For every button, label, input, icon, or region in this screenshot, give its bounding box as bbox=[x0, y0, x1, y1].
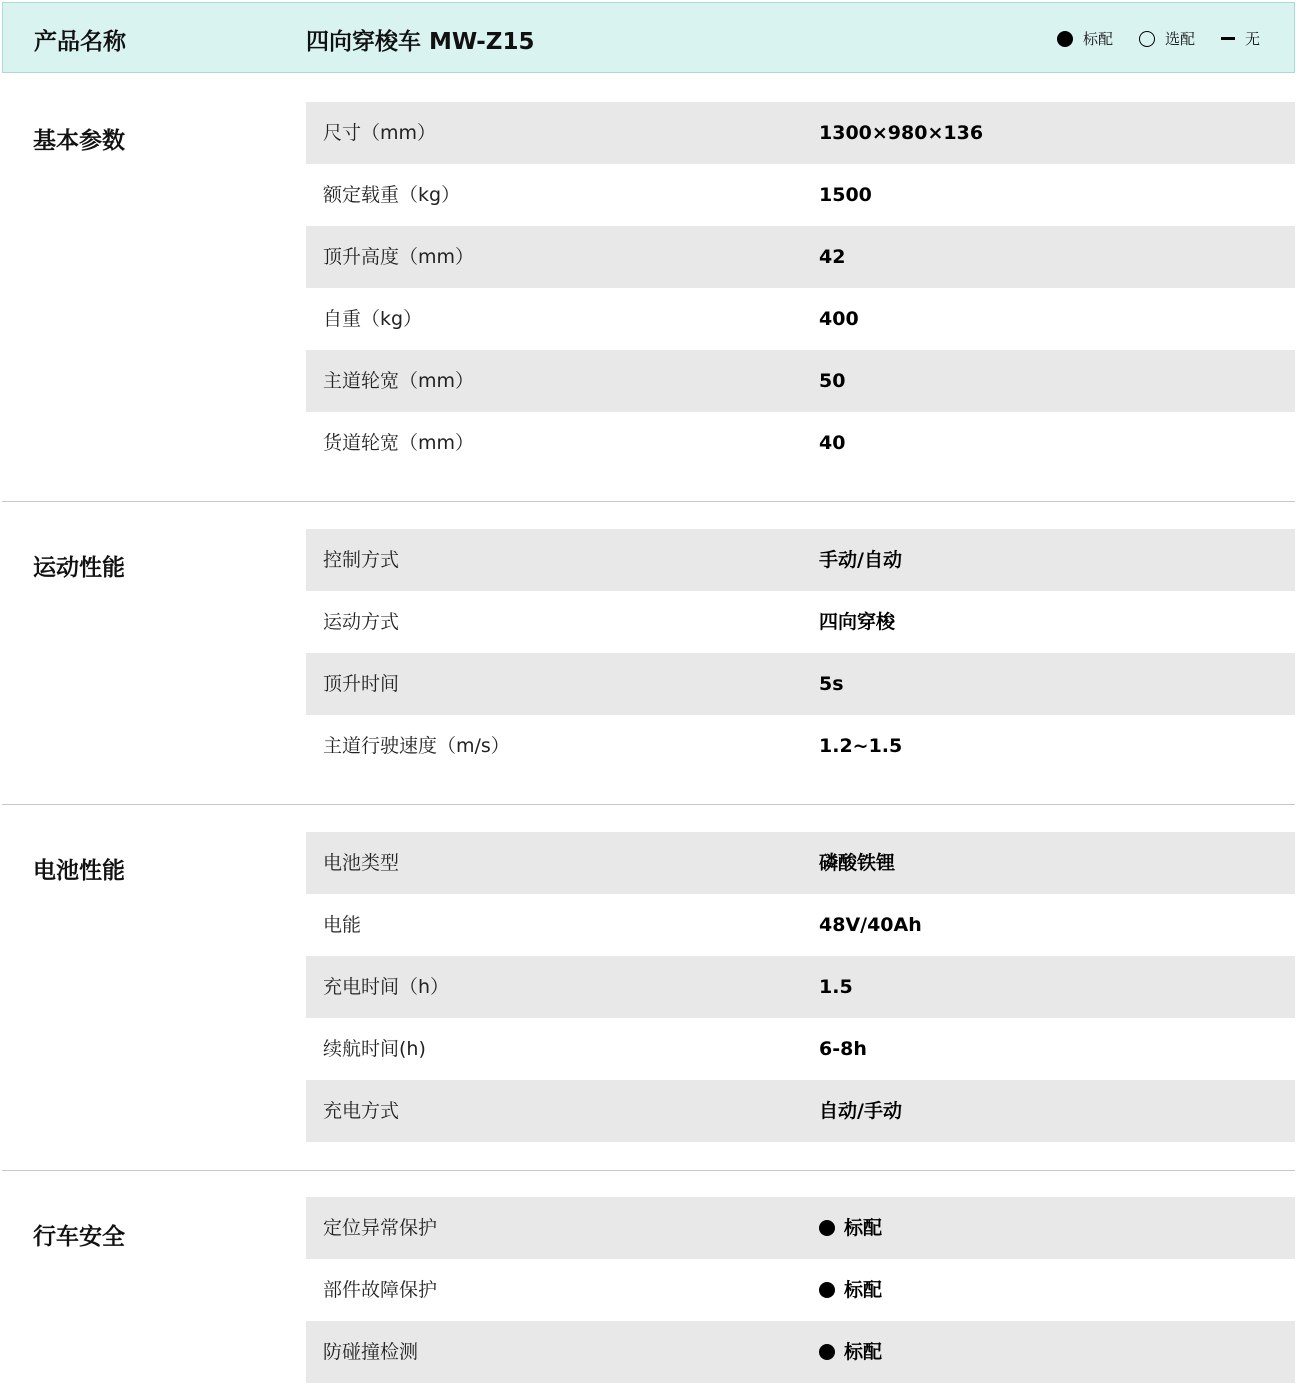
legend bbox=[1057, 3, 1260, 74]
table-row bbox=[306, 350, 1295, 412]
spec-value-cell bbox=[819, 1321, 882, 1383]
spec-key: 控制方式 bbox=[323, 549, 400, 571]
table-row bbox=[306, 164, 1295, 226]
empty-circle-icon bbox=[1139, 31, 1155, 47]
filled-circle-icon bbox=[819, 1344, 835, 1360]
spec-key: 运动方式 bbox=[323, 611, 400, 633]
table-row bbox=[306, 653, 1295, 715]
spec-value: 标配 bbox=[844, 1341, 883, 1363]
dash-icon bbox=[1221, 37, 1235, 40]
table-row bbox=[306, 1259, 1295, 1321]
spec-key: 尺寸（mm） bbox=[323, 122, 437, 144]
filled-circle-icon bbox=[819, 1220, 835, 1236]
product-name-label: 产品名称 bbox=[34, 29, 126, 55]
spec-key: 防碰撞检测 bbox=[323, 1341, 419, 1363]
table-row bbox=[306, 226, 1295, 288]
table-row bbox=[306, 102, 1295, 164]
spec-value: 自动/手动 bbox=[819, 1100, 902, 1122]
section-title: 电池性能 bbox=[33, 858, 125, 884]
section-title: 运动性能 bbox=[33, 555, 125, 581]
table-row bbox=[306, 412, 1295, 474]
filled-circle-icon bbox=[819, 1282, 835, 1298]
spec-value: 标配 bbox=[844, 1279, 883, 1301]
product-header bbox=[2, 2, 1295, 73]
spec-key: 主道行驶速度（m/s） bbox=[323, 735, 510, 757]
table-row bbox=[306, 1197, 1295, 1259]
spec-table bbox=[306, 832, 1295, 1142]
legend-standard bbox=[1057, 28, 1113, 49]
spec-key: 顶升时间 bbox=[323, 673, 400, 695]
table-row bbox=[306, 956, 1295, 1018]
spec-value: 40 bbox=[819, 432, 846, 454]
table-row bbox=[306, 715, 1295, 777]
spec-key: 电能 bbox=[323, 914, 362, 936]
spec-value: 1.5 bbox=[819, 976, 853, 998]
spec-value: 1300×980×136 bbox=[819, 122, 984, 144]
product-name-value: 四向穿梭车 MW-Z15 bbox=[306, 29, 535, 55]
legend-optional bbox=[1139, 28, 1195, 49]
spec-key: 额定载重（kg） bbox=[323, 184, 461, 206]
spec-key: 充电方式 bbox=[323, 1100, 400, 1122]
spec-value: 42 bbox=[819, 246, 846, 268]
spec-value: 48V/40Ah bbox=[819, 914, 922, 936]
spec-value: 5s bbox=[819, 673, 844, 695]
spec-key: 部件故障保护 bbox=[323, 1279, 438, 1301]
spec-key: 主道轮宽（mm） bbox=[323, 370, 475, 392]
spec-value: 手动/自动 bbox=[819, 549, 902, 571]
spec-key: 顶升高度（mm） bbox=[323, 246, 475, 268]
spec-table bbox=[306, 1197, 1295, 1383]
spec-value: 四向穿梭 bbox=[819, 611, 896, 633]
spec-key: 货道轮宽（mm） bbox=[323, 432, 475, 454]
spec-value: 1500 bbox=[819, 184, 872, 206]
table-row bbox=[306, 1321, 1295, 1383]
table-row bbox=[306, 288, 1295, 350]
legend-optional-label: 选配 bbox=[1164, 30, 1195, 48]
section-title: 基本参数 bbox=[33, 128, 125, 154]
section-divider bbox=[2, 804, 1295, 805]
spec-value: 400 bbox=[819, 308, 859, 330]
table-row bbox=[306, 832, 1295, 894]
legend-none-label: 无 bbox=[1244, 30, 1260, 48]
legend-standard-label: 标配 bbox=[1082, 30, 1113, 48]
filled-circle-icon bbox=[1057, 31, 1073, 47]
table-row bbox=[306, 1080, 1295, 1142]
spec-table bbox=[306, 529, 1295, 777]
spec-value: 标配 bbox=[844, 1217, 883, 1239]
section-title: 行车安全 bbox=[33, 1224, 125, 1250]
table-row bbox=[306, 591, 1295, 653]
spec-value: 1.2~1.5 bbox=[819, 735, 903, 757]
spec-value: 磷酸铁锂 bbox=[819, 852, 896, 874]
spec-key: 自重（kg） bbox=[323, 308, 423, 330]
table-row bbox=[306, 1018, 1295, 1080]
section-divider bbox=[2, 1170, 1295, 1171]
spec-key: 定位异常保护 bbox=[323, 1217, 438, 1239]
table-row bbox=[306, 894, 1295, 956]
spec-key: 续航时间(h) bbox=[323, 1038, 426, 1060]
spec-table bbox=[306, 102, 1295, 474]
legend-none bbox=[1221, 28, 1260, 49]
spec-value: 50 bbox=[819, 370, 846, 392]
spec-value: 6-8h bbox=[819, 1038, 867, 1060]
table-row bbox=[306, 529, 1295, 591]
spec-value-cell bbox=[819, 1197, 882, 1259]
spec-key: 电池类型 bbox=[323, 852, 400, 874]
section-divider bbox=[2, 501, 1295, 502]
spec-value-cell bbox=[819, 1259, 882, 1321]
spec-key: 充电时间（h） bbox=[323, 976, 450, 998]
